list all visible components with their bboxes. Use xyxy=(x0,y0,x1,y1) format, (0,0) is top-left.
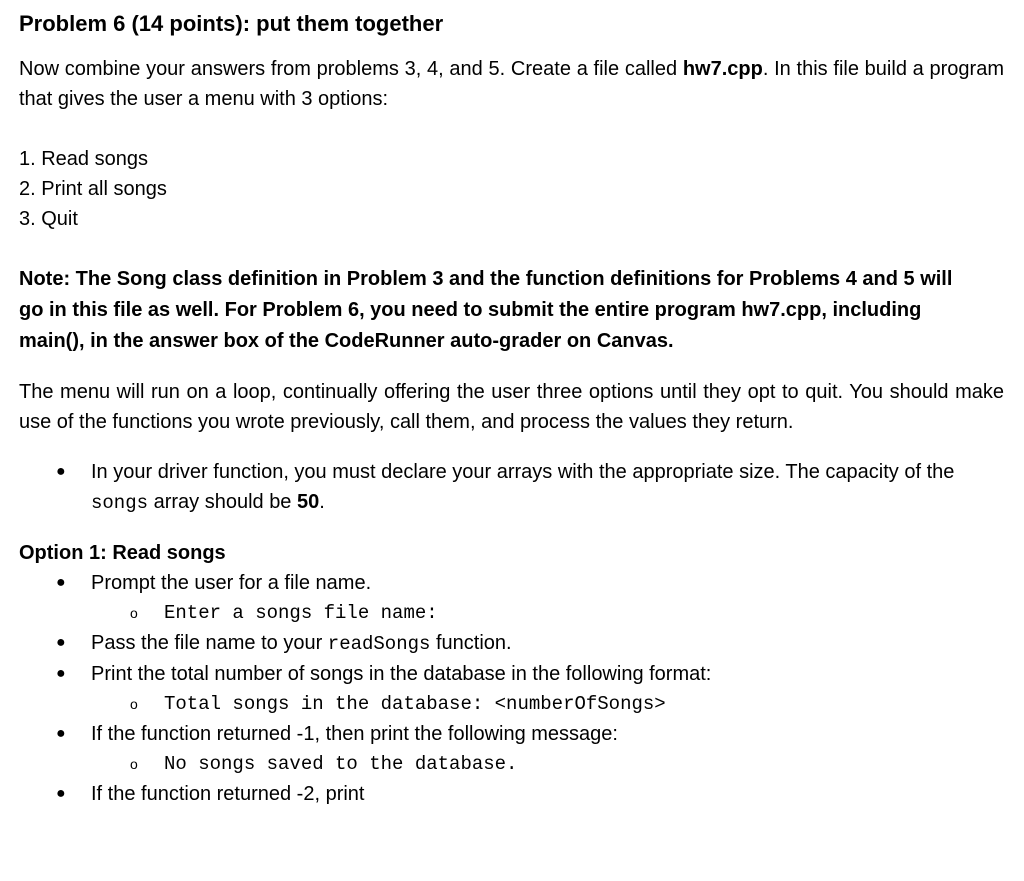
driver-bullet-list xyxy=(19,457,1004,518)
sub-bullet-icon: o xyxy=(130,605,138,621)
neg1-bullet xyxy=(19,719,1004,749)
intro-text-1: Now combine your answers from problems 3, 4, and 5. Create a file called xyxy=(19,58,683,80)
option1-bullet-list xyxy=(19,568,1004,809)
driver-text-1: In your driver function, you must declare your arrays with the appropriate size. The capacity of the xyxy=(91,461,955,483)
prompt-code-text: Enter a songs file name: xyxy=(164,602,438,624)
prompt-bullet xyxy=(19,568,1004,598)
driver-code-songs: songs xyxy=(91,492,149,514)
sub-bullet-icon: o xyxy=(130,696,138,712)
neg1-sub-item xyxy=(19,749,1004,779)
note-paragraph: Note: The Song class definition in Problem 3 and the function definitions for Problems 4 and 5 will go in this file as well. For Problem 6, you need to submit the entire program hw7.cpp, including main(), in the answer box of the CodeRunner auto-grader on Canvas. xyxy=(19,268,953,352)
prompt-sub-item xyxy=(19,598,1004,628)
loop-paragraph: The menu will run on a loop, continually offering the user three options until they opt to quit. You should make use of the functions you wrote previously, call them, and process the values they return. xyxy=(19,381,1004,433)
bullet-icon: ● xyxy=(56,463,66,480)
menu-options-list xyxy=(19,144,1004,234)
menu-option-3: 3. Quit xyxy=(19,208,78,230)
problem-title: Problem 6 (14 points): put them together xyxy=(19,11,444,36)
pass-text-2: function. xyxy=(430,632,512,654)
driver-capacity: 50 xyxy=(297,491,320,513)
pass-bullet xyxy=(19,628,1004,659)
neg2-bullet-text: If the function returned -2, print xyxy=(91,783,365,805)
intro-filename: hw7.cpp xyxy=(682,58,763,80)
total-code-text: Total songs in the database: <numberOfSongs> xyxy=(164,693,666,715)
total-bullet xyxy=(19,659,1004,689)
bullet-icon: ● xyxy=(56,785,66,802)
bullet-icon: ● xyxy=(56,665,66,682)
driver-text-3: . xyxy=(319,491,325,513)
intro-text-2: . In this file build a program that gives the user a menu with 3 options: xyxy=(19,58,1004,110)
option1-heading: Option 1: Read songs xyxy=(19,542,226,564)
total-sub-item xyxy=(19,689,1004,719)
menu-option-2: 2. Print all songs xyxy=(19,178,167,200)
neg1-code-text: No songs saved to the database. xyxy=(164,753,518,775)
pass-code-readsongs: readSongs xyxy=(327,633,431,655)
pass-text-1: Pass the file name to your xyxy=(91,632,328,654)
sub-bullet-icon: o xyxy=(130,756,138,772)
bullet-icon: ● xyxy=(56,634,66,651)
bullet-icon: ● xyxy=(56,725,66,742)
driver-bullet xyxy=(19,457,1004,518)
bullet-icon: ● xyxy=(56,574,66,591)
total-bullet-text: Print the total number of songs in the database in the following format: xyxy=(91,663,712,685)
intro-paragraph xyxy=(19,54,1004,114)
neg2-bullet xyxy=(19,779,1004,809)
menu-option-1: 1. Read songs xyxy=(19,148,148,170)
driver-text-2: array should be xyxy=(148,491,297,513)
neg1-bullet-text: If the function returned -1, then print the following message: xyxy=(91,723,618,745)
prompt-bullet-text: Prompt the user for a file name. xyxy=(91,572,372,594)
